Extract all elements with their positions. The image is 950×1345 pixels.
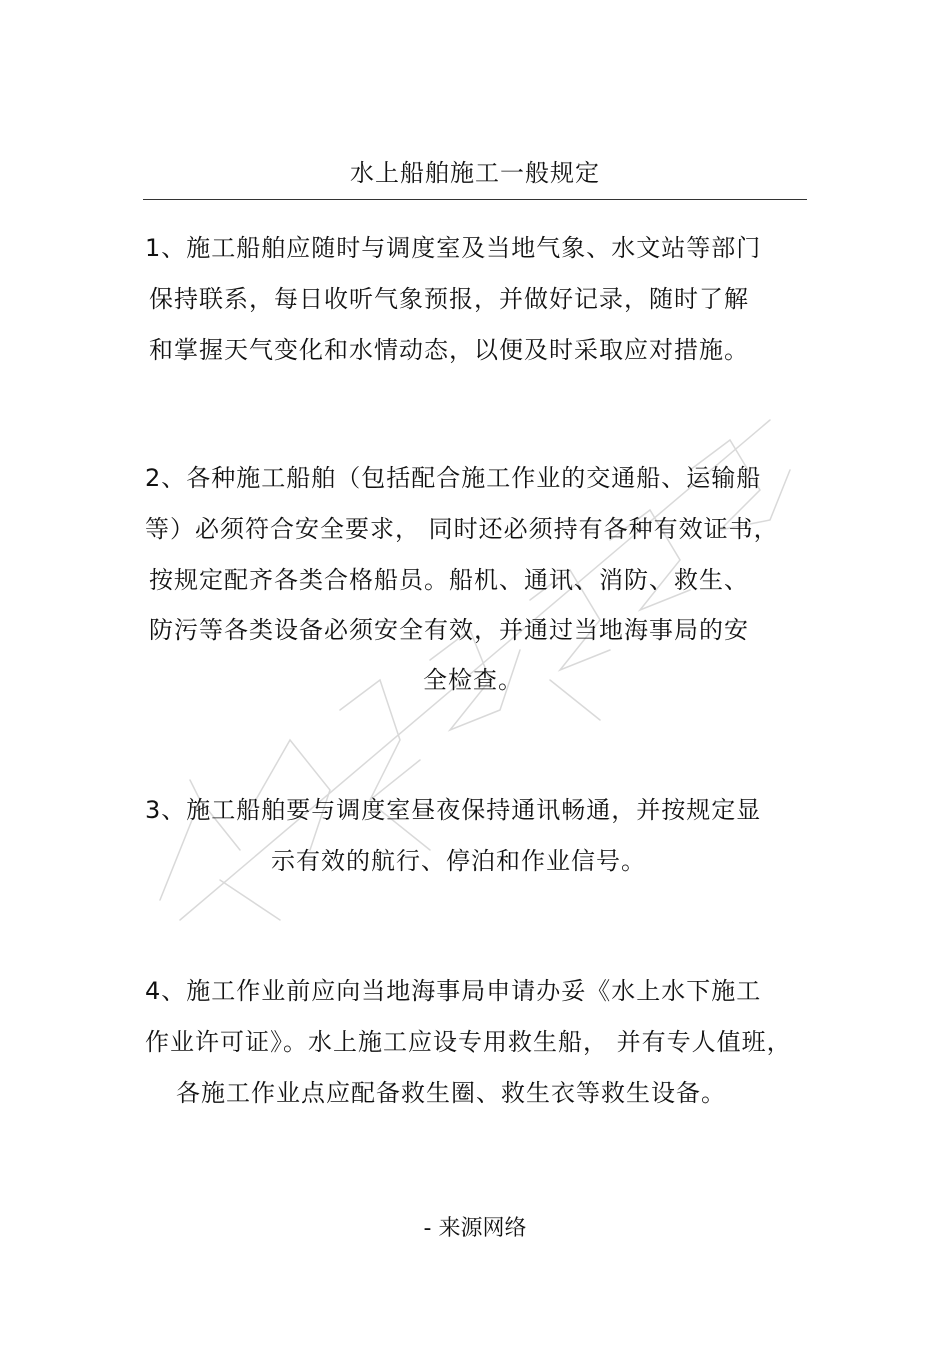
paragraph-2-line-2: 等）必须符合安全要求， 同时还必须持有各种有效证书，: [145, 515, 779, 543]
source-footer: - 来源网络: [423, 1216, 527, 1241]
paragraph-3-line-1: 3、施工船舶要与调度室昼夜保持通讯畅通，并按规定显: [145, 796, 762, 824]
paragraph-2-line-1: 2、各种施工船舶（包括配合施工作业的交通船、运输船: [145, 464, 762, 492]
paragraph-4-line-2: 作业许可证》。水上施工应设专用救生船， 并有专人值班，: [145, 1028, 792, 1056]
title-underline: [143, 199, 807, 200]
paragraph-2-line-4: 防污等各类设备必须安全有效，并通过当地海事局的安: [149, 616, 749, 644]
paragraph-4-line-1: 4、施工作业前应向当地海事局申请办妥《水上水下施工: [145, 977, 762, 1005]
paragraph-1-line-3: 和掌握天气变化和水情动态，以便及时采取应对措施。: [149, 336, 749, 364]
paragraph-2-line-5: 全检查。: [423, 666, 523, 694]
paragraph-1-line-2: 保持联系，每日收听气象预报，并做好记录，随时了解: [149, 285, 749, 313]
paragraph-3-line-2: 示有效的航行、停泊和作业信号。: [271, 847, 646, 875]
document-title: 水上船舶施工一般规定: [350, 159, 600, 187]
paragraph-1-line-1: 1、施工船舶应随时与调度室及当地气象、水文站等部门: [145, 234, 762, 262]
paragraph-2-line-3: 按规定配齐各类合格船员。船机、通讯、消防、救生、: [149, 566, 749, 594]
paragraph-4-line-3: 各施工作业点应配备救生圈、救生衣等救生设备。: [176, 1079, 726, 1107]
